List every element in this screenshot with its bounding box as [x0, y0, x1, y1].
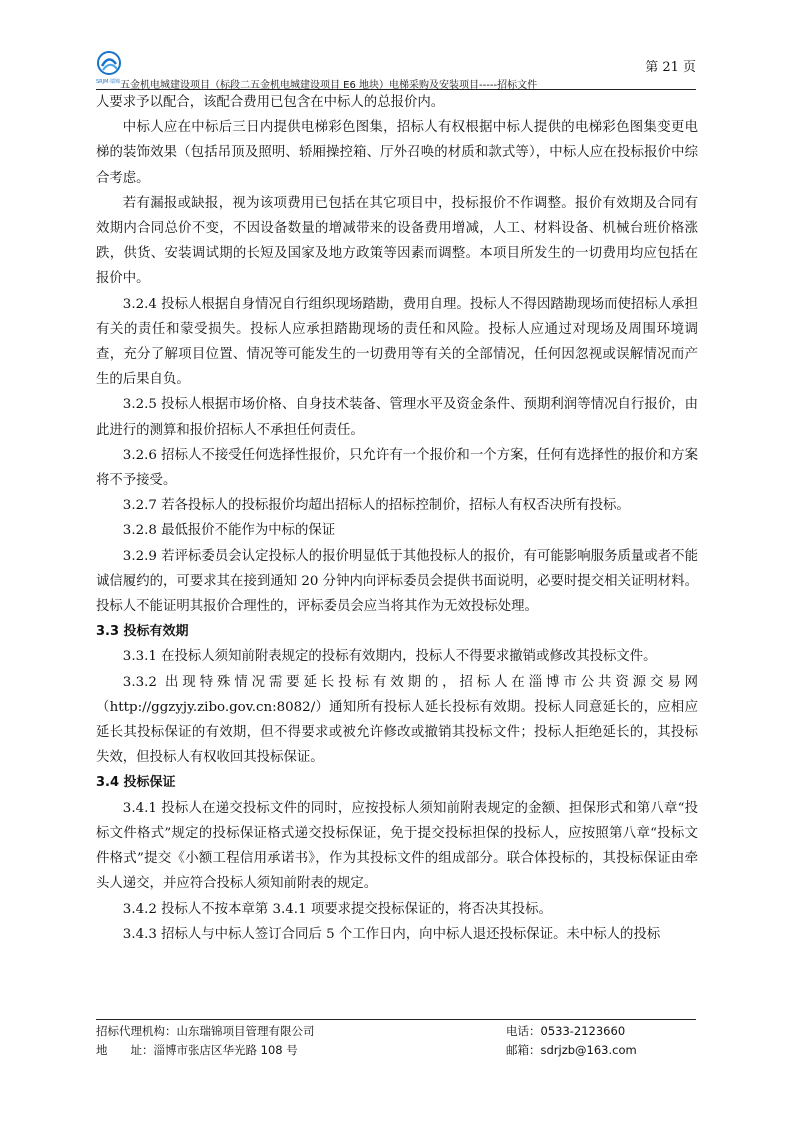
- page-number: 第 21 页: [645, 60, 696, 75]
- email-address: 邮箱：sdrjzb@163.com: [506, 1043, 637, 1057]
- logo-text: SRJM·瑞锦: [96, 79, 121, 85]
- section-heading-3-3: 3.3 投标有效期: [96, 624, 189, 640]
- agency-name: 招标代理机构：山东瑞锦项目管理有限公司: [96, 1024, 315, 1038]
- clause-3-3-2: 3.3.2 出现特殊情况需要延长投标有效期的，招标人在淄博市公共资源交易网（http://ggzyjy.zibo.gov.cn:8082/）通知所有投标人延长投标有效期。投标人同意延长的，应相应延长其投标保证的有效期，但不得要求或被允许修改或撤销其投标文件；投标人拒绝延长的，其投标失效，但投标人有权收回其投标保证。: [96, 674, 698, 766]
- footer-divider: [96, 1019, 696, 1020]
- paragraph: 若有漏报或缺报，视为该项费用已包括在其它项目中，投标报价不作调整。报价有效期及合同有效期内合同总价不变，不因设备数量的增减带来的设备费用增减，人工、材料设备、机械台班价格涨跌，供货、安装调试期的长短及国家及地方政策等因素而调整。本项目所发生的一切费用均应包括在报价中。: [96, 195, 698, 287]
- clause-3-2-4: 3.2.4 投标人根据自身情况自行组织现场踏勘，费用自理。投标人不得因踏勘现场而使招标人承担有关的责任和蒙受损失。投标人应承担踏勘现场的责任和风险。投标人应通过对现场及周围环境调查，充分了解项目位置、情况等可能发生的一切费用等有关的全部情况，任何因忽视或误解情况而产生的后果自负。: [96, 296, 698, 388]
- paragraph: 人要求予以配合，该配合费用已包含在中标人的总报价内。: [96, 95, 445, 110]
- clause-3-2-5: 3.2.5 投标人根据市场价格、自身技术装备、管理水平及资金条件、预期利润等情况自行报价，由此进行的测算和报价招标人不承担任何责任。: [96, 397, 698, 438]
- clause-3-3-1: 3.3.1 在投标人须知前附表规定的投标有效期内，投标人不得要求撤销或修改其投标文件。: [122, 649, 657, 665]
- document-title: 五金机电城建设项目（标段二五金机电城建设项目 E6 地块）电梯采购及安装项目-----招标文件: [120, 80, 538, 91]
- paragraph: 中标人应在中标后三日内提供电梯彩色图集，招标人有权根据中标人提供的电梯彩色图集变更电梯的装饰效果（包括吊顶及照明、轿厢操控箱、厅外召唤的材质和款式等），中标人应在投标报价中综合考虑。: [96, 120, 698, 186]
- clause-3-4-3: 3.4.3 招标人与中标人签订合同后 5 个工作日内，向中标人退还投标保证。未中标人的投标: [122, 926, 661, 942]
- clause-3-2-6: 3.2.6 招标人不接受任何选择性报价，只允许有一个报价和一个方案，任何有选择性的报价和方案将不予接受。: [96, 447, 698, 489]
- document-body: [96, 90, 698, 947]
- clause-3-2-8: 3.2.8 最低报价不能作为中标的保证: [122, 523, 336, 539]
- clause-3-4-1: 3.4.1 投标人在递交投标文件的同时，应按投标人须知前附表规定的金额、担保形式和第八章“投标文件格式”规定的投标保证格式递交投标保证，免于提交投标担保的投标人，应按照第八章“投标文件格式”提交《小额工程信用承诺书》，作为其投标文件的组成部分。联合体投标的，其投标保证由牵头人递交，并应符合投标人须知前附表的规定。: [96, 800, 698, 892]
- page-footer: [96, 1022, 696, 1060]
- section-heading-3-4: 3.4 投标保证: [96, 775, 176, 791]
- phone-number: 电话：0533-2123660: [506, 1024, 626, 1038]
- clause-3-2-7: 3.2.7 若各投标人的投标报价均超出招标人的招标控制价，招标人有权否决所有投标。: [122, 498, 630, 514]
- clause-3-4-2: 3.4.2 投标人不按本章第 3.4.1 项要求提交投标保证的，将否决其投标。: [122, 901, 552, 917]
- clause-3-2-9: 3.2.9 若评标委员会认定投标人的报价明显低于其他投标人的报价，有可能影响服务质量或者不能诚信履约的，可要求其在接到通知 20 分钟内向评标委员会提供书面说明，必要时提交相关证明材料。投标人不能证明其报价合理性的，评标委员会应当将其作为无效投标处理。: [96, 548, 698, 615]
- agency-address: 地 址：淄博市张店区华光路 108 号: [96, 1043, 298, 1057]
- page-header: [96, 50, 696, 92]
